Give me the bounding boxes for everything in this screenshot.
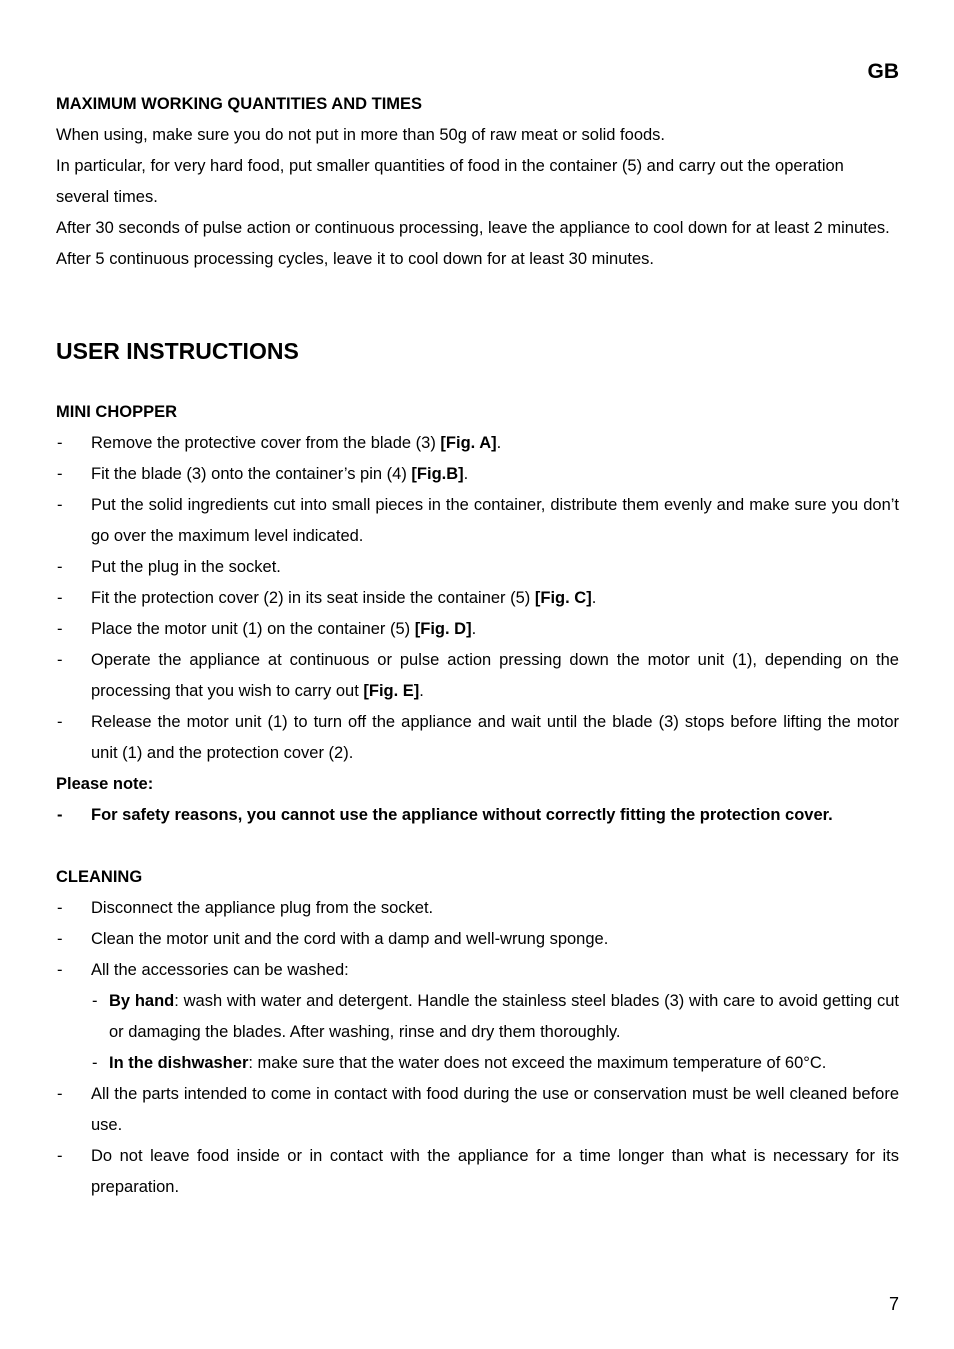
cleaning-item: - All the parts intended to come in contact with food during the use or conservation must be well cleaned before use. [56,1079,899,1141]
max-quantities-paragraph-2: In particular, for very hard food, put smaller quantities of food in the container (5) and carry out the operation several times. [56,157,844,206]
chopper-step: - Operate the appliance at continuous or pulse action pressing down the motor unit (1), depending on the processing that you wish to carry out [Fig. E]. [56,645,899,707]
section-spacer [56,831,899,862]
chopper-step: - Put the plug in the socket. [56,552,899,583]
washing-methods [91,986,899,1079]
cleaning-item: - All the accessories can be washed: - By hand: wash with water and detergent. Handle the stainless steel blades (3) with care to avoid getting cut or damaging the blades. After washing, rinse and dry them thoroughly. - In the dishwasher: make sure that the water does not exceed the maximum temperature of 60°C. [56,955,899,1079]
chopper-step: - Release the motor unit (1) to turn off the appliance and wait until the blade (3) stops before lifting the motor unit (1) and the protection cover (2). [56,707,899,769]
cleaning-steps [56,893,899,1203]
manual-page-content [56,89,899,1203]
user-instructions-heading: USER INSTRUCTIONS [56,338,299,364]
cleaning-heading: CLEANING [56,868,143,886]
wash-by-hand-item: - By hand: wash with water and detergent. Handle the stainless steel blades (3) with care to avoid getting cut or damaging the blades. After washing, rinse and dry them thoroughly. [91,986,899,1048]
mini-chopper-steps [56,428,899,769]
mini-chopper-heading: MINI CHOPPER [56,403,178,421]
max-quantities-heading: MAXIMUM WORKING QUANTITIES AND TIMES [56,95,423,113]
safety-note-item: - For safety reasons, you cannot use the appliance without correctly fitting the protection cover. [56,800,899,831]
safety-note-list [56,800,899,831]
wash-dishwasher-item: - In the dishwasher: make sure that the water does not exceed the maximum temperature of 60°C. [91,1048,899,1079]
cleaning-item: - Clean the motor unit and the cord with a damp and well-wrung sponge. [56,924,899,955]
max-quantities-paragraph-3: After 30 seconds of pulse action or continuous processing, leave the appliance to cool down for at least 2 minutes. After 5 continuous processing cycles, leave it to cool down for at least 30 minutes. [56,219,890,268]
please-note-label: Please note: [56,775,154,793]
cleaning-item: - Disconnect the appliance plug from the socket. [56,893,899,924]
page-number: 7 [888,1294,899,1314]
chopper-step: - Fit the blade (3) onto the container’s pin (4) [Fig.B]. [56,459,899,490]
cleaning-item: - Do not leave food inside or in contact with the appliance for a time longer than what is necessary for its preparation. [56,1141,899,1203]
chopper-step: - Put the solid ingredients cut into small pieces in the container, distribute them evenly and make sure you don’t go over the maximum level indicated. [56,490,899,552]
chopper-step: - Place the motor unit (1) on the container (5) [Fig. D]. [56,614,899,645]
language-code: GB [867,60,899,83]
chopper-step: - Fit the protection cover (2) in its seat inside the container (5) [Fig. C]. [56,583,899,614]
chopper-step: - Remove the protective cover from the blade (3) [Fig. A]. [56,428,899,459]
max-quantities-paragraph-1: When using, make sure you do not put in more than 50g of raw meat or solid foods. [56,126,666,144]
